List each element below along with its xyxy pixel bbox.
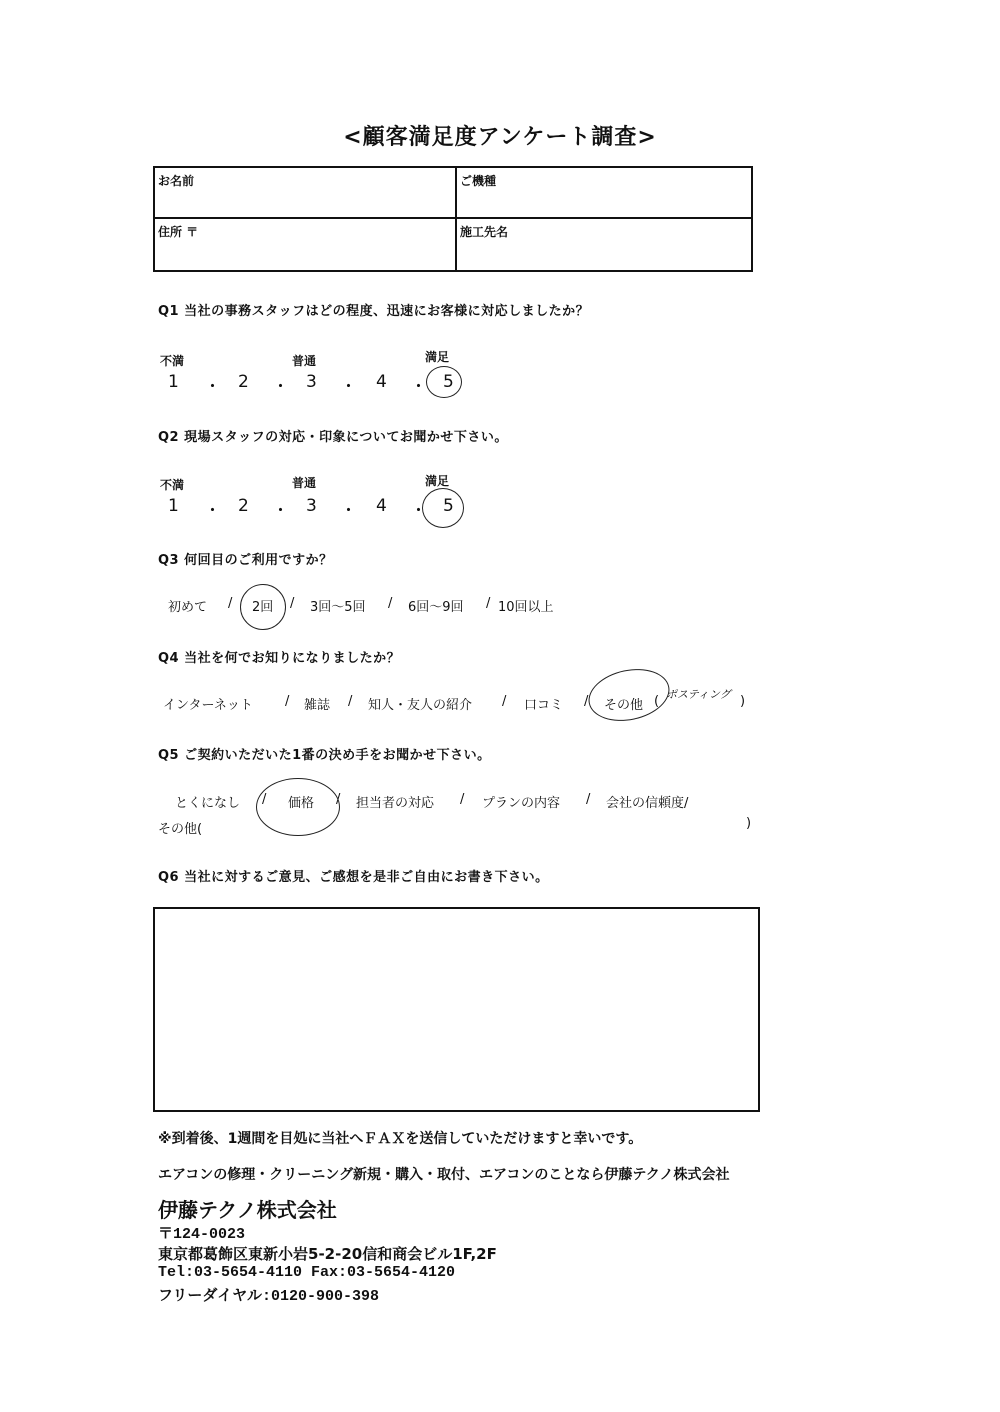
- company-tel-fax: Tel:03-5654-4110 Fax:03-5654-4120: [158, 1264, 456, 1281]
- q6-label: Q6 当社に対するご意見、ご感想を是非ご自由にお書き下さい。: [158, 870, 549, 885]
- company-free-dial: フリーダイヤル:0120-900-398: [158, 1288, 379, 1305]
- q1-low-label: 不満: [160, 354, 185, 368]
- company-tagline: エアコンの修理・クリーニング新規・購入・取付、エアコンのことなら伊藤テクノ株式会社: [158, 1167, 730, 1183]
- q5-option-other[interactable]: その他(: [158, 822, 203, 837]
- q4-label: Q4 当社を何でお知りになりましたか？: [158, 651, 401, 666]
- q3-option-6to9[interactable]: 6回～9回: [408, 600, 464, 615]
- q1-label: Q1 当社の事務スタッフはどの程度、迅速にお客様に対応しましたか？: [158, 304, 590, 319]
- q1-option-1[interactable]: 1: [168, 372, 179, 392]
- q1-option-3[interactable]: 3: [306, 372, 317, 392]
- name-field[interactable]: [155, 168, 457, 219]
- q3-option-2[interactable]: 2回: [252, 600, 274, 615]
- company-zip: 〒124-0023: [158, 1226, 246, 1243]
- q2-option-4[interactable]: 4: [376, 496, 387, 516]
- comment-text: [155, 909, 758, 925]
- q5-option-trust[interactable]: 会社の信頼度/: [606, 796, 689, 811]
- q2-label: Q2 現場スタッフの対応・印象についてお聞かせ下さい。: [158, 430, 508, 445]
- q3-label: Q3 何回目のご利用ですか？: [158, 553, 333, 568]
- q5-option-price[interactable]: 価格: [288, 796, 315, 811]
- q5-option-plan[interactable]: プランの内容: [482, 796, 561, 811]
- address-field[interactable]: [155, 219, 457, 270]
- q4-other-handwritten: ポスティング: [666, 688, 731, 701]
- q3-option-3to5[interactable]: 3回～5回: [310, 600, 366, 615]
- company-address: 東京都葛飾区東新小岩5-2-20信和商会ビル1F,2F: [158, 1245, 497, 1263]
- q2-selection-circle: [422, 488, 464, 528]
- q5-selection-circle: [256, 778, 340, 836]
- comment-box[interactable]: [153, 907, 760, 1112]
- q4-option-word-of-mouth[interactable]: 口コミ: [524, 698, 564, 713]
- q4-option-internet[interactable]: インターネット: [163, 698, 253, 713]
- q2-option-3[interactable]: 3: [306, 496, 317, 516]
- q5-option-none[interactable]: とくになし: [175, 796, 241, 811]
- fax-note: ※到着後、1週間を目処に当社へＦＡＸを送信していただけますと幸いです。: [158, 1131, 643, 1147]
- q2-high-label: 満足: [425, 474, 450, 488]
- installer-label: 施工先名: [460, 225, 509, 239]
- q3-selection-circle: [240, 584, 286, 630]
- q1-mid-label: 普通: [292, 354, 317, 368]
- q2-option-1[interactable]: 1: [168, 496, 179, 516]
- q4-option-referral[interactable]: 知人・友人の紹介: [368, 698, 473, 713]
- q5-other-close: ): [746, 816, 752, 831]
- q3-option-first[interactable]: 初めて: [168, 600, 208, 615]
- q2-low-label: 不満: [160, 478, 185, 492]
- q4-option-other[interactable]: その他: [604, 698, 644, 713]
- customer-info-table: [153, 166, 753, 272]
- equipment-label: ご機種: [460, 174, 497, 188]
- q1-selection-circle: [426, 366, 462, 398]
- q1-option-2[interactable]: 2: [238, 372, 249, 392]
- q2-option-5[interactable]: 5: [443, 496, 454, 516]
- survey-title: <顧客満足度アンケート調査>: [343, 125, 657, 150]
- q1-option-4[interactable]: 4: [376, 372, 387, 392]
- q3-option-10plus[interactable]: 10回以上: [498, 600, 554, 615]
- q2-mid-label: 普通: [292, 476, 317, 490]
- address-label: 住所 〒: [158, 225, 199, 239]
- q1-option-5[interactable]: 5: [443, 372, 454, 392]
- q5-option-staff[interactable]: 担当者の対応: [356, 796, 435, 811]
- equipment-field[interactable]: [457, 168, 751, 219]
- name-label: お名前: [158, 174, 195, 188]
- company-name: 伊藤テクノ株式会社: [158, 1198, 337, 1222]
- q5-label: Q5 ご契約いただいた1番の決め手をお聞かせ下さい。: [158, 748, 491, 763]
- q4-selection-circle: [584, 662, 675, 728]
- installer-field[interactable]: [457, 219, 751, 270]
- q4-option-magazine[interactable]: 雑誌: [304, 698, 331, 713]
- q2-option-2[interactable]: 2: [238, 496, 249, 516]
- q1-high-label: 満足: [425, 350, 450, 364]
